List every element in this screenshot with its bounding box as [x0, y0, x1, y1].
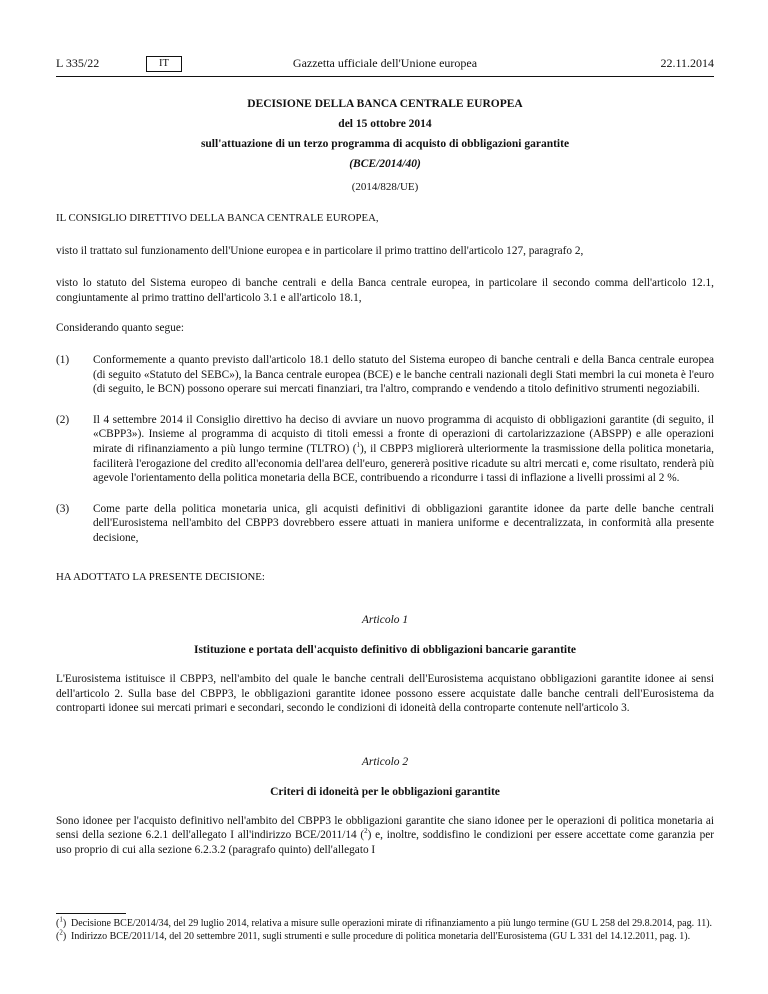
- footnote-ref: 1: [356, 441, 360, 450]
- recital-number: (1): [56, 353, 70, 366]
- recital-text: Conformemente a quanto previsto dall'articolo 18.1 dello statuto del Sistema europeo di banche centrali e della Banca centrale europea (di seguito «Statuto del SEBC»), la Banca centrale europea (BCE) e le banche centrali nazionali degli Stati membri la cui moneta è l'euro (di seguito, le BCN) possono operare sui mercati finanziari, tra l'altro, comprando e vendendo a titolo definitivo strumenti negoziabili.: [93, 353, 714, 396]
- adopted-line: HA ADOTTATO LA PRESENTE DECISIONE:: [56, 570, 265, 583]
- decision-title: DECISIONE DELLA BANCA CENTRALE EUROPEA: [247, 98, 523, 110]
- recital-text: Come parte della politica monetaria unica, gli acquisti definitivi di obbligazioni garantite idonee da parte delle banche centrali dell'Eurosistema nell'ambito del CBPP3 dovrebbero essere attuati in maniera uniforme e decentralizzata, in conformità alla presente decisione,: [93, 502, 714, 544]
- article-2-heading: Criteri di idoneità per le obbligazioni garantite: [270, 785, 500, 798]
- header-divider: [56, 76, 714, 77]
- decision-number: (2014/828/UE): [351, 181, 419, 193]
- page-reference: L 335/22: [56, 56, 100, 70]
- journal-header: [56, 56, 714, 74]
- article-1-label: Articolo 1: [361, 614, 409, 627]
- visto-treaty: visto il trattato sul funzionamento dell'Unione europea e in particolare il primo trattino dell'articolo 127, paragrafo 2,: [56, 244, 584, 257]
- recital-number: (3): [56, 502, 70, 515]
- visto-statute: visto lo statuto del Sistema europeo di banche centrali e della Banca centrale europea, in particolare il secondo comma dell'articolo 12.1, congiuntamente al primo trattino dell'articolo 3.1 e all'articolo 18.1,: [56, 277, 714, 304]
- article-2-label: Articolo 2: [361, 755, 409, 768]
- article-2-text: Sono idonee per l'acquisto definitivo nell'ambito del CBPP3 le obbligazioni garantite che siano idonee per le operazioni di politica monetaria ai sensi della sezione 6.2.1 dell'allegato I all'indirizzo BCE/2011/14 ($^2$) e, inoltre, soddisfino le condizioni per essere accettate come garanzia per uso proprio di cui alla sezione 6.2.3.2 (paragrafo quinto) dell'allegato I: [56, 814, 714, 857]
- footnotes: [56, 913, 714, 943]
- publication-date: 22.11.2014: [660, 56, 714, 70]
- journal-title: Gazzetta ufficiale dell'Unione europea: [292, 56, 478, 70]
- council-line: IL CONSIGLIO DIRETTIVO DELLA BANCA CENTRALE EUROPEA,: [56, 212, 379, 224]
- footnote-2: ($^2$) Indirizzo BCE/2011/14, del 20 settembre 2011, sugli strumenti e sulle procedure di politica monetaria dell'Eurosistema (GU L 331 del 14.12.2011, pag. 1).: [56, 928, 691, 942]
- footnote-divider: [56, 913, 126, 914]
- recital-1: [56, 353, 714, 397]
- footnote-1: ($^1$) Decisione BCE/2014/34, del 29 luglio 2014, relativa a misure sulle operazioni mirate di rifinanziamento a più lungo termine (GU L 258 del 29.8.2014, pag. 11).: [56, 915, 713, 929]
- recital-2: [56, 413, 714, 486]
- footnote-ref: 2: [364, 827, 368, 836]
- decision-subject: sull'attuazione di un terzo programma di acquisto di obbligazioni garantite: [200, 138, 570, 150]
- recital-text: Il 4 settembre 2014 il Consiglio direttivo ha deciso di avviare un nuovo programma di acquisto di obbligazioni garantite (di seguito, il «CBPP3»). Insieme al programma di acquisto di titoli emessi a fronte di operazioni di cartolarizzazione (ABSPP) e alle operazioni mirate di rifinanziamento a più lungo termine (TLTRO) ($^1$), il CBPP3 migliorerà ulteriormente la trasmissione della politica monetaria, faciliterà l'erogazione del credito all'economia dell'area dell'euro, genererà positive ricadute su altri mercati e, come risultato, renderà più agevole l'orientamento della politica monetaria della BCE, contribuendo a ricondurre i tassi di inflazione a livelli prossimi al 2 %.: [93, 413, 714, 485]
- document-body: [56, 96, 714, 858]
- decision-date: del 15 ottobre 2014: [338, 118, 432, 130]
- considering-line: Considerando quanto segue:: [56, 322, 185, 335]
- article-1-heading: Istituzione e portata dell'acquisto definitivo di obbligazioni bancarie garantite: [193, 644, 577, 657]
- article-1-text: L'Eurosistema istituisce il CBPP3, nell'ambito del quale le banche centrali dell'Eurosistema acquistano obbligazioni garantite idonee ai sensi dell'articolo 2. Sulla base del CBPP3, le obbligazioni garantite idonee possono essere acquistate dalle banche centrali dell'Eurosistema da controparti idonee sui mercati primari e secondari, secondo le condizioni di idoneità della controparte contenute nell'articolo 3.: [56, 673, 714, 715]
- decision-code: (BCE/2014/40): [349, 158, 421, 170]
- language-badge: IT: [146, 56, 182, 72]
- recital-3: [56, 502, 714, 546]
- recital-number: (2): [56, 413, 70, 426]
